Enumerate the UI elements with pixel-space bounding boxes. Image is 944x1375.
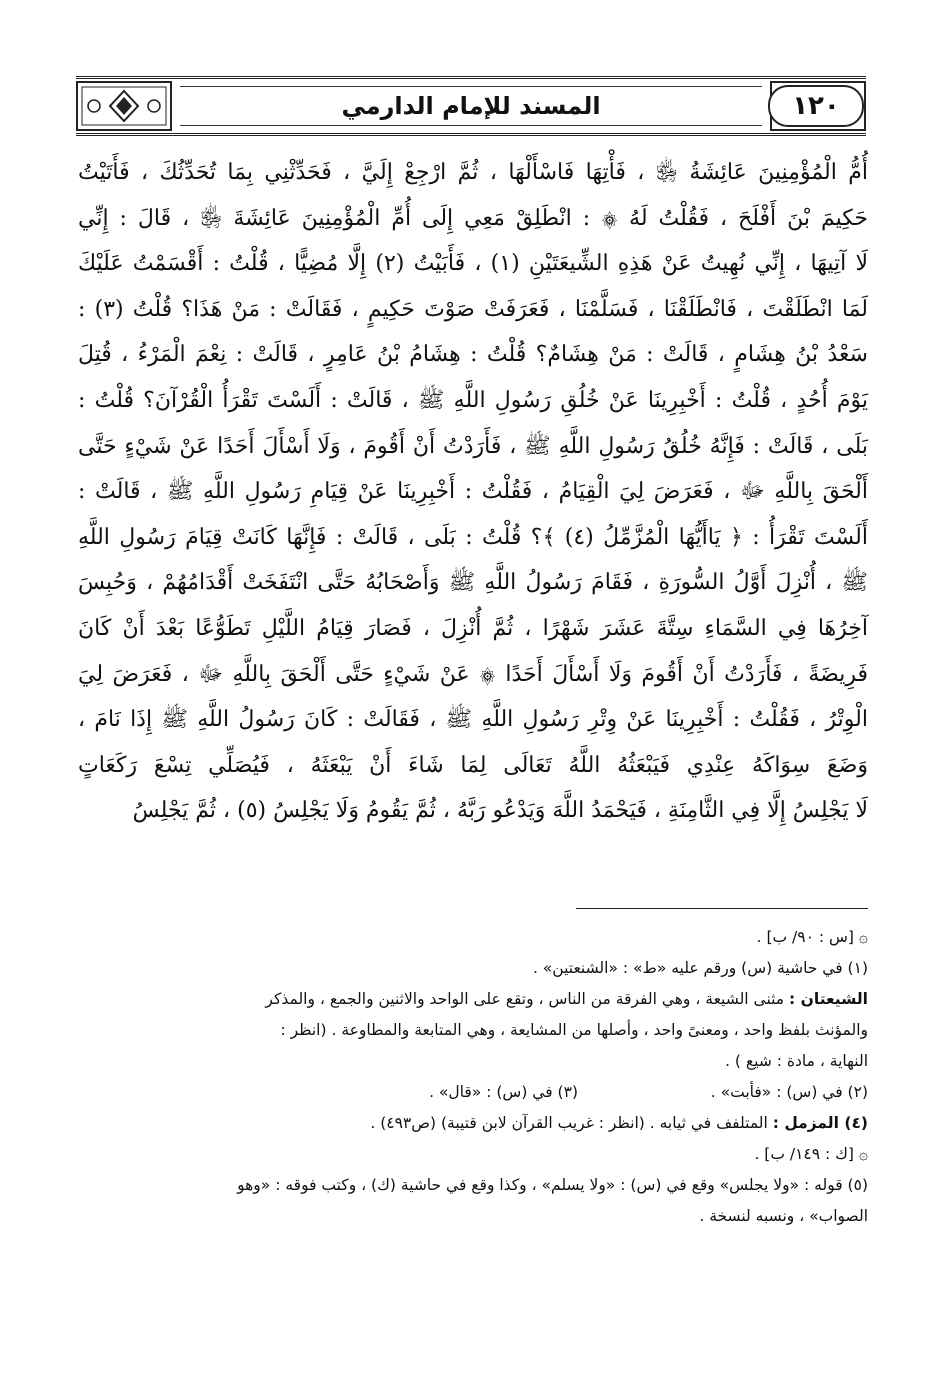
footnotes-2-3 <box>78 1077 868 1108</box>
page-number: ١٢٠ <box>768 85 864 127</box>
footnote-4-text: المتلفف في ثيابه . (انظر : غريب القرآن لابن قتيبة) (ص٤٩٣) . <box>370 1114 768 1132</box>
text-line: بَلَى ، قَالَتْ : فَإِنَّهُ خُلُقُ رَسُولِ اللَّهِ ﷺ ، فَأَرَدْتُ أَنْ أَقُومَ ، وَلَا أَسْأَلَ أَحَدًا عَنْ شَيْءٍ حَتَّى <box>78 433 868 459</box>
text-line: لَا يَجْلِسُ إِلَّا فِي الثَّامِنَةِ ، فَيَحْمَدُ اللَّهَ وَيَدْعُو رَبَّهُ ، ثُمَّ يَقُومُ وَلَا يَجْلِسُ (٥) ، ثُمَّ يَجْلِسُ <box>132 798 868 824</box>
main-text <box>78 150 868 834</box>
footnote-1: (١) في حاشية (س) ورقم عليه «ط» : «الشنعتين» . <box>532 959 868 977</box>
footnote-3: (٣) في (س) : «قال» . <box>429 1083 578 1101</box>
footnote-1-gloss-cont: والمؤنث بلفظ واحد ، ومعنىً واحد ، وأصلها من المشايعة ، وهي المتابعة والمطاوعة . (انظر : <box>280 1021 868 1039</box>
page-header <box>76 76 866 136</box>
footnote-1-gloss-cont: النهاية ، مادة : شيع ) . <box>725 1052 868 1070</box>
text-line: أَلْحَقَ بِاللَّهِ ﷻ ، فَعَرَضَ لِيَ الْقِيَامُ ، فَقُلْتُ : أَخْبِرِينَا عَنْ قِيَامِ رَسُولِ اللَّهِ ﷺ ، قَالَتْ : <box>78 479 868 505</box>
text-line: فَرِيضَةً ، فَأَرَدْتُ أَنْ أَقُومَ وَلَا أَسْأَلَ أَحَدًا ۞ عَنْ شَيْءٍ حَتَّى أَلْحَقَ بِاللَّهِ ﷻ ، فَعَرَضَ لِيَ <box>78 661 868 687</box>
folio-marker-s: ۞ [س : ٩٠/ ب] . <box>756 928 868 946</box>
gloss-term: الشيعتان : <box>789 990 868 1008</box>
footnote-5-cont: الصواب» ، ونسبه لنسخة . <box>699 1207 868 1225</box>
text-line: آخِرُهَا فِي السَّمَاءِ سِتَّةَ عَشَرَ شَهْرًا ، ثُمَّ أُنْزِلَ ، فَصَارَ قِيَامُ اللَّيْلِ تَطَوُّعًا بَعْدَ أَنْ كَانَ <box>78 615 868 641</box>
footnote-1-gloss <box>78 984 868 1015</box>
footnote-4 <box>78 1108 868 1139</box>
text-line: لَمَا انْطَلَقْتَ ، فَانْطَلَقْنَا ، فَسَلَّمْنَا ، فَعَرَفَتْ صَوْتَ حَكِيمٍ ، فَقَالَتْ : مَنْ هَذَا؟ قُلْتُ (٣) : <box>78 296 868 322</box>
text-line: حَكِيمَ بْنَ أَفْلَحَ ، فَقُلْتُ لَهُ ۞ : انْطَلِقْ مَعِي إِلَى أُمِّ الْمُؤْمِنِينَ عَائِشَةَ ﵂ ، قَالَ : إِنِّي <box>78 205 868 231</box>
text-line: سَعْدُ بْنُ هِشَامٍ ، قَالَتْ : مَنْ هِشَامٌ؟ قُلْتُ : هِشَامُ بْنُ عَامِرٍ ، قَالَتْ : نِعْمَ الْمَرْءُ ، قُتِلَ <box>78 342 868 368</box>
text-line: وَضَعَ سِوَاكَهُ عِنْدِي فَيَبْعَثُهُ اللَّهُ تَعَالَى لِمَا شَاءَ أَنْ يَبْعَثَهُ ، فَيُصَلِّي تِسْعَ رَكَعَاتٍ <box>78 752 868 778</box>
text-line: أُمُّ الْمُؤْمِنِينَ عَائِشَةُ ﵂ ، فَأْتِهَا فَاسْأَلْهَا ، ثُمَّ ارْجِعْ إِلَيَّ ، فَحَدِّثْنِي بِمَا تُحَدِّثُكَ ، فَأَتَيْتُ <box>78 160 868 185</box>
text-line: يَوْمَ أُحُدٍ ، قُلْتُ : أَخْبِرِينَا عَنْ خُلُقِ رَسُولِ اللَّهِ ﷺ ، قَالَتْ : أَلَسْتَ تَقْرَأُ الْقُرْآنَ؟ قُلْتُ : <box>78 387 868 413</box>
running-title-text: المسند للإمام الدارمي <box>341 92 601 120</box>
running-title <box>180 86 762 126</box>
footnote-5: (٥) قوله : «ولا يجلس» وقع في (س) : «ولا يسلم» ، وكذا وقع في حاشية (ك) ، وكتب فوقه : «وهو <box>237 1176 868 1194</box>
footnote-4-term: (٤) المزمل : <box>772 1114 868 1132</box>
text-line: لَا آتِيهَا ، إِنِّي نُهِيتُ عَنْ هَذِهِ الشِّيعَتَيْنِ (١) ، فَأَبَيْتُ (٢) إِلَّا مُضِيًّا ، قُلْتُ : أَقْسَمْتُ عَلَيْكَ <box>78 251 868 277</box>
folio-marker-k: ۞ [ك : ١٤٩/ ب] . <box>754 1145 868 1163</box>
text-line: أَلَسْتَ تَقْرَأُ : ﴿ يَاأَيُّهَا الْمُزَّمِّلُ (٤) ﴾؟ قُلْتُ : بَلَى ، قَالَتْ : فَإِنَّهَا كَانَتْ قِيَامَ رَسُولِ اللَّهِ <box>78 524 868 550</box>
text-line: الْوِتْرُ ، فَقُلْتُ : أَخْبِرِينَا عَنْ وِتْرِ رَسُولِ اللَّهِ ﷺ ، فَقَالَتْ : كَانَ رَسُولُ اللَّهِ ﷺ إِذَا نَامَ ، <box>78 707 868 733</box>
footnote-separator <box>576 908 868 909</box>
footnote-2: (٢) في (س) : «فأبت» . <box>710 1083 868 1101</box>
text-line: ﷺ ، أُنْزِلَ أَوَّلُ السُّورَةِ ، فَقَامَ رَسُولُ اللَّهِ ﷺ وَأَصْحَابُهُ حَتَّى انْتَفَخَتْ أَقْدَامُهُمْ ، وَحُبِسَ <box>78 570 868 596</box>
footnotes <box>78 922 868 1232</box>
left-ornament-icon <box>76 81 172 131</box>
gloss-text: مثنى الشيعة ، وهي الفرقة من الناس ، وتقع على الواحد والاثنين والجمع ، والمذكر <box>265 990 785 1008</box>
